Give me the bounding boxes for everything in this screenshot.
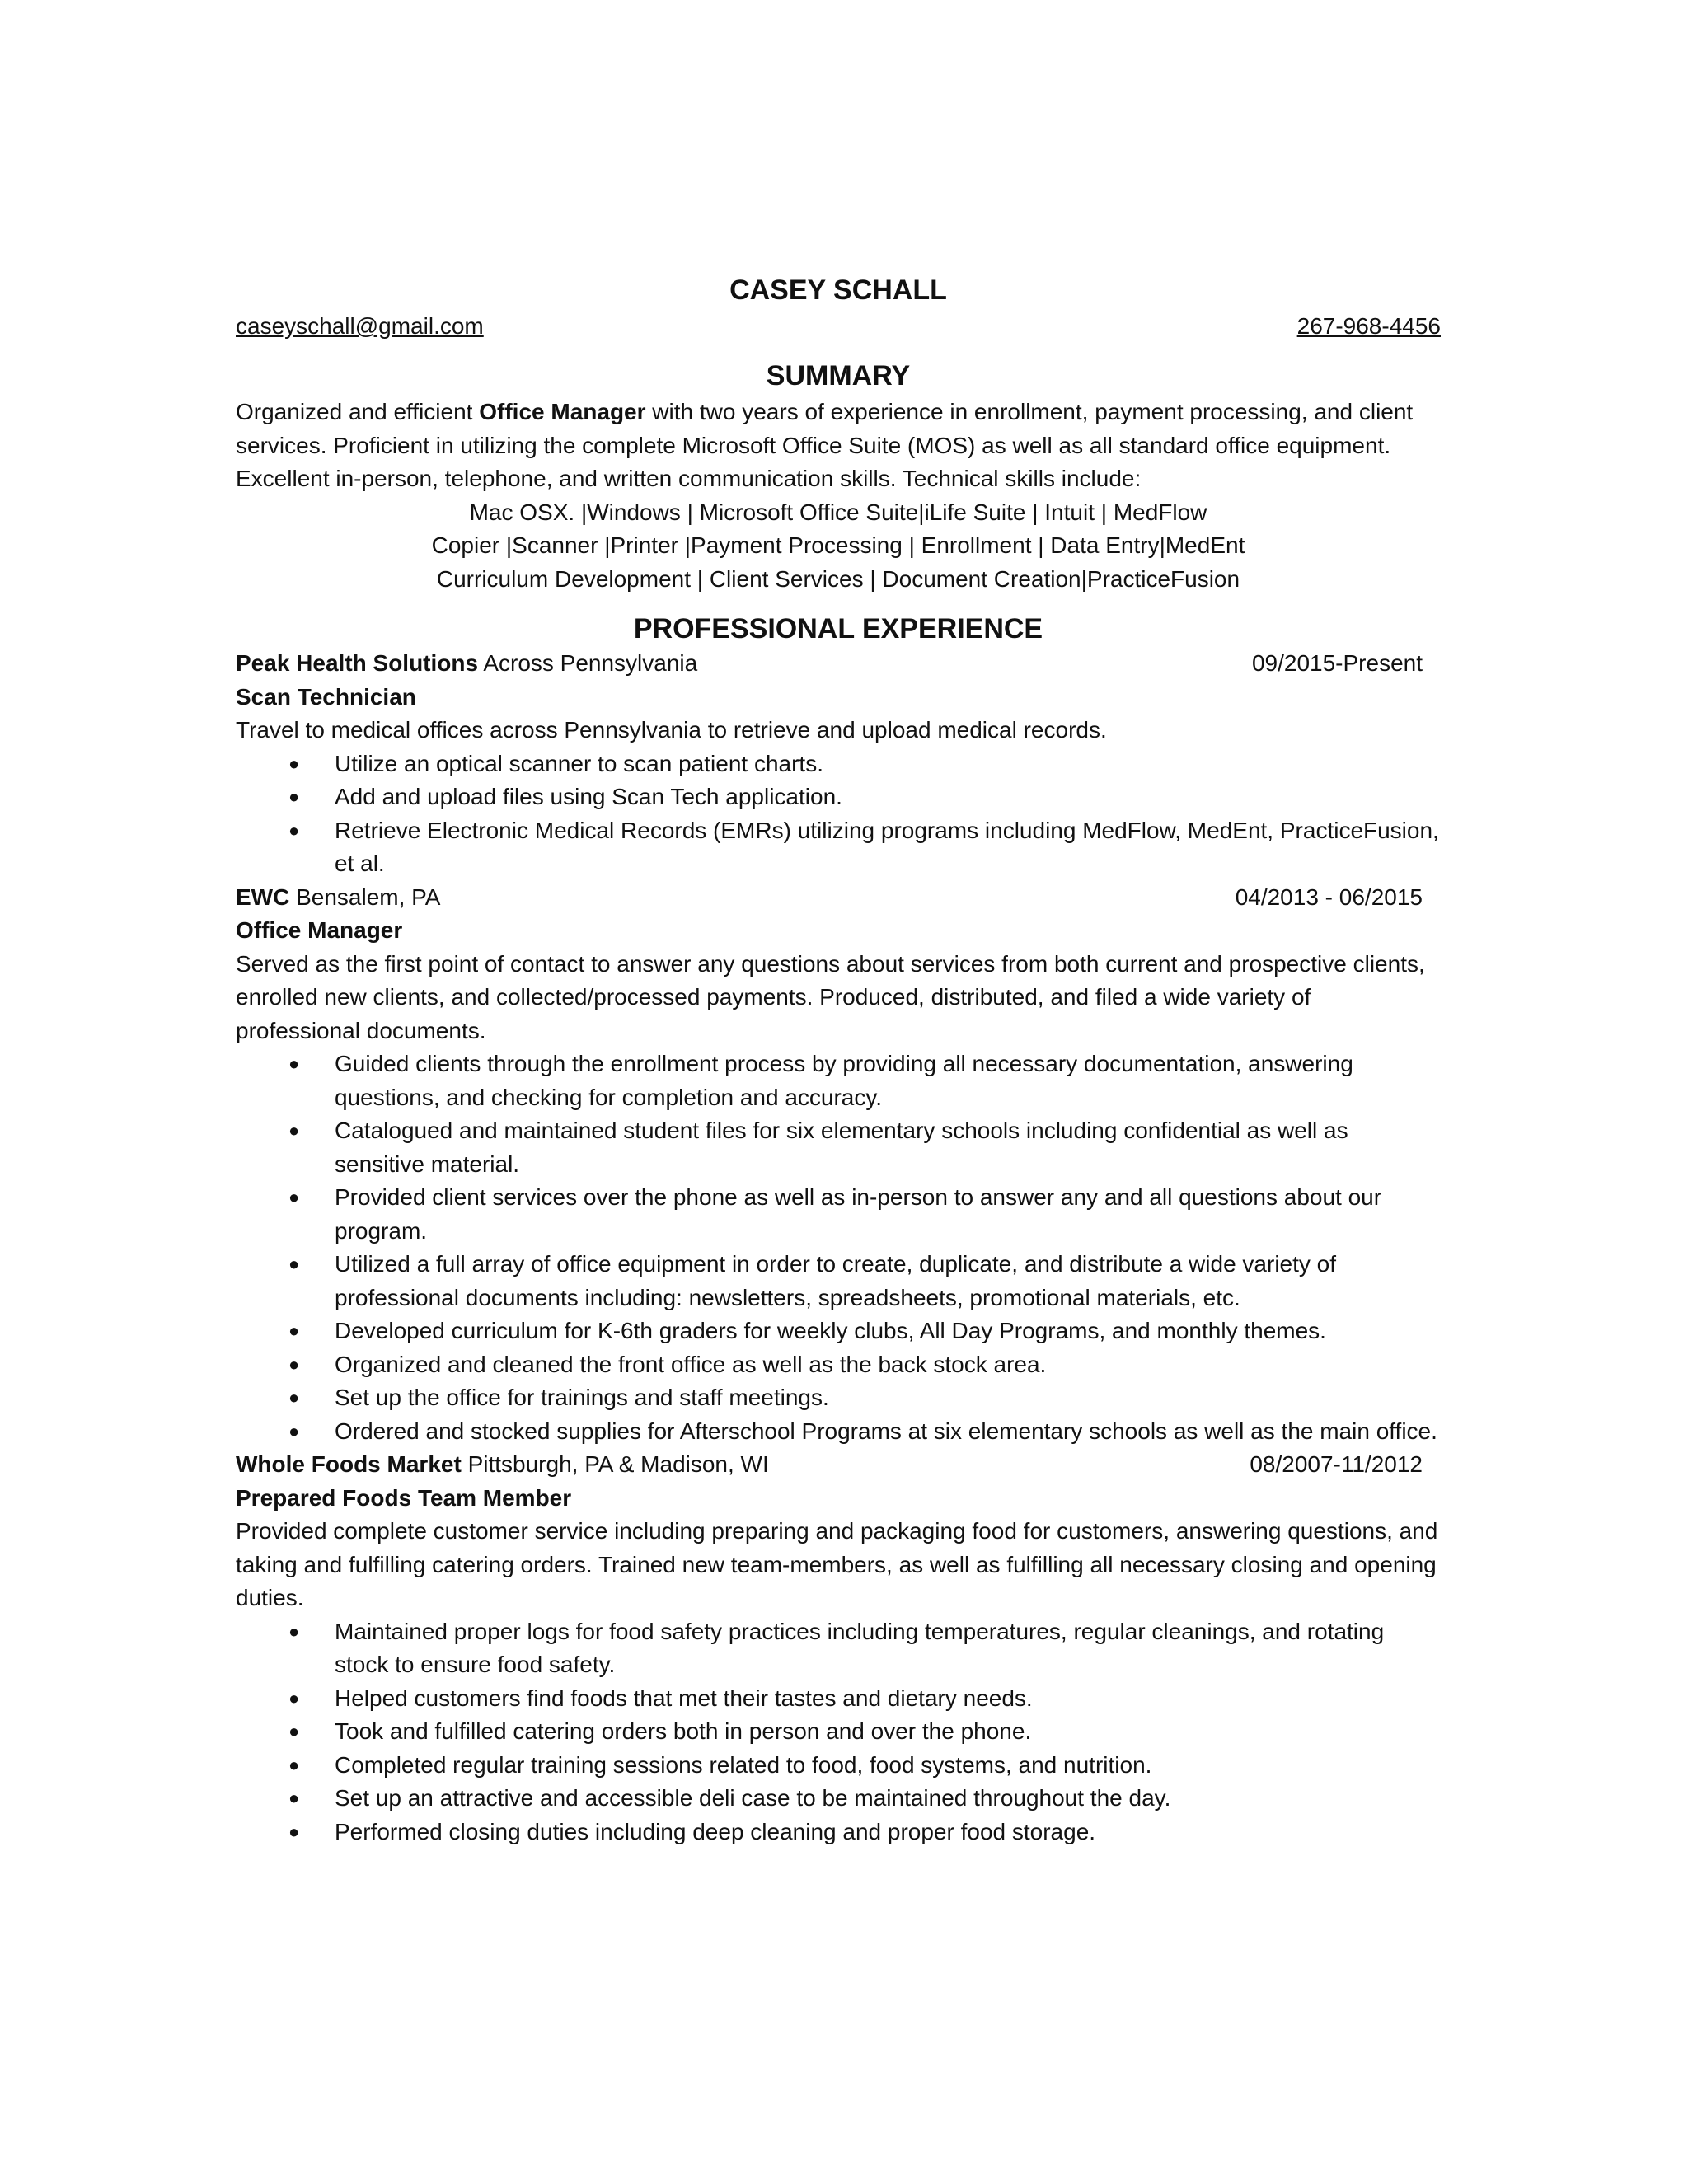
job-company: Peak Health Solutions [236, 650, 479, 676]
bullet-icon: ● [288, 786, 300, 807]
bullet-icon: ● [288, 819, 300, 841]
list-item [236, 814, 1441, 881]
bullet-text: Ordered and stocked supplies for Afterschool Programs at six elementary schools as well as the main office. [335, 1418, 1437, 1444]
job-title: Scan Technician [236, 683, 416, 710]
bullet-text: Set up the office for trainings and staff meetings. [335, 1385, 829, 1410]
summary-paragraph [236, 396, 1441, 496]
bullet-text: Took and fulfilled catering orders both in person and over the phone. [335, 1718, 1032, 1744]
bullet-icon: ● [288, 1053, 300, 1074]
bullet-text: Performed closing duties including deep cleaning and proper food storage. [335, 1818, 1096, 1844]
bullet-text: Utilized a full array of office equipment in order to create, duplicate, and distribute a wide variety of professional documents including: newsletters, spreadsheets, promotional materials, etc. [335, 1251, 1337, 1310]
job-bullet-list [236, 1047, 1441, 1448]
bullet-text: Provided client services over the phone as well as in-person to answer any and all questions about our program. [335, 1184, 1382, 1244]
list-item [236, 1715, 1441, 1749]
list-item [236, 1615, 1441, 1682]
skills-line-2: Copier |Scanner |Printer |Payment Processing | Enrollment | Data Entry|MedEnt [431, 532, 1245, 558]
job-title: Office Manager [236, 917, 403, 943]
list-item [236, 748, 1441, 781]
job-location: Pittsburgh, PA & Madison, WI [461, 1451, 769, 1477]
list-item [236, 1315, 1441, 1348]
job-description: Travel to medical offices across Pennsylvania to retrieve and upload medical records. [236, 717, 1107, 743]
job-entry-ewc [236, 881, 1441, 1449]
job-dates: 08/2007-11/2012 [1250, 1451, 1423, 1477]
list-item [236, 1047, 1441, 1114]
list-item [236, 1749, 1441, 1783]
phone-number: 267-968-4456 [1296, 313, 1441, 339]
summary-intro-before: Organized and efficient [236, 399, 480, 424]
bullet-icon: ● [288, 1788, 300, 1808]
job-bullet-list [236, 748, 1441, 881]
bullet-text: Retrieve Electronic Medical Records (EMRs) utilizing programs including MedFlow, MedEnt, PracticeFusion, et al. [335, 817, 1439, 876]
list-item [236, 1415, 1441, 1449]
candidate-name: CASEY SCHALL [729, 274, 947, 306]
bullet-text: Organized and cleaned the front office as well as the back stock area. [335, 1351, 1047, 1377]
experience-heading: PROFESSIONAL EXPERIENCE [633, 613, 1043, 644]
list-item [236, 1348, 1441, 1382]
list-item [236, 1181, 1441, 1248]
list-item [236, 1114, 1441, 1181]
job-dates: 09/2015-Present [1251, 650, 1423, 676]
bullet-icon: ● [288, 1420, 300, 1441]
job-dates: 04/2013 - 06/2015 [1235, 883, 1423, 910]
job-description: Served as the first point of contact to answer any questions about services from both current and prospective clients, enrolled new clients, and collected/processed payments. Produced, distributed, and filed a wide variety of professional documents. [236, 950, 1425, 1043]
job-entry-whole-foods [236, 1448, 1441, 1849]
bullet-icon: ● [288, 1754, 300, 1775]
skills-line-3: Curriculum Development | Client Services | Document Creation|PracticeFusion [436, 565, 1240, 592]
list-item [236, 1682, 1441, 1716]
job-company: EWC [236, 883, 290, 910]
bullet-icon: ● [288, 1320, 300, 1341]
list-item [236, 1782, 1441, 1816]
summary-intro-after: with two years of experience in enrollment, payment processing, and client services. Proficient in utilizing the complete Microsoft Office Suite (MOS) as well as all standard office equipment. Excellent in-person, telephone, and written communication skills. Technical skills include: [236, 399, 1414, 491]
job-title: Prepared Foods Team Member [236, 1484, 572, 1511]
summary-heading: SUMMARY [766, 360, 911, 391]
bullet-text: Set up an attractive and accessible deli case to be maintained throughout the day. [335, 1785, 1171, 1811]
job-employer [236, 1448, 769, 1482]
job-location: Bensalem, PA [289, 883, 441, 910]
bullet-text: Maintained proper logs for food safety practices including temperatures, regular cleanings, and rotating stock to ensure food safety. [335, 1618, 1385, 1677]
bullet-icon: ● [288, 1620, 300, 1642]
bullet-text: Completed regular training sessions related to food, food systems, and nutrition. [335, 1751, 1152, 1778]
bullet-text: Utilize an optical scanner to scan patient charts. [335, 750, 823, 776]
job-description: Provided complete customer service including preparing and packaging food for customers, answering questions, and taking and fulfilling catering orders. Trained new team-members, as well as fulfilling all necessary closing and opening duties. [236, 1518, 1438, 1610]
email-address[interactable]: caseyschall@gmail.com [236, 313, 484, 339]
skills-line-1: Mac OSX. |Windows | Microsoft Office Suite|iLife Suite | Intuit | MedFlow [469, 499, 1207, 525]
job-employer [236, 647, 697, 681]
job-employer [236, 881, 440, 915]
bullet-text: Developed curriculum for K-6th graders for weekly clubs, All Day Programs, and monthly themes. [335, 1318, 1326, 1343]
bullet-icon: ● [288, 1387, 300, 1408]
bullet-icon: ● [288, 1821, 300, 1842]
job-header [236, 647, 1423, 681]
bullet-text: Add and upload files using Scan Tech application. [335, 784, 842, 809]
bullet-icon: ● [288, 1353, 300, 1375]
bullet-icon: ● [288, 1721, 300, 1741]
list-item [236, 1816, 1441, 1849]
bullet-icon: ● [288, 1187, 300, 1207]
bullet-icon: ● [288, 1120, 300, 1141]
bullet-icon: ● [288, 752, 300, 774]
job-header [236, 1448, 1423, 1482]
bullet-text: Helped customers find foods that met their tastes and dietary needs. [335, 1685, 1033, 1711]
bullet-text: Catalogued and maintained student files for six elementary schools including confidential as well as sensitive material. [335, 1118, 1348, 1177]
list-item [236, 780, 1441, 814]
bullet-icon: ● [288, 1254, 300, 1274]
bullet-icon: ● [288, 1687, 300, 1708]
job-header [236, 881, 1423, 915]
contact-line [236, 310, 1441, 343]
job-company: Whole Foods Market [236, 1451, 462, 1477]
job-bullet-list [236, 1615, 1441, 1849]
job-location: Across Pennsylvania [478, 650, 698, 676]
list-item [236, 1381, 1441, 1415]
job-entry-peak-health [236, 647, 1441, 881]
resume-content [236, 272, 1441, 1849]
bullet-text: Guided clients through the enrollment process by providing all necessary documentation, answering questions, and checking for completion and accuracy. [335, 1051, 1353, 1110]
summary-intro-bold: Office Manager [479, 399, 646, 424]
list-item [236, 1248, 1441, 1315]
